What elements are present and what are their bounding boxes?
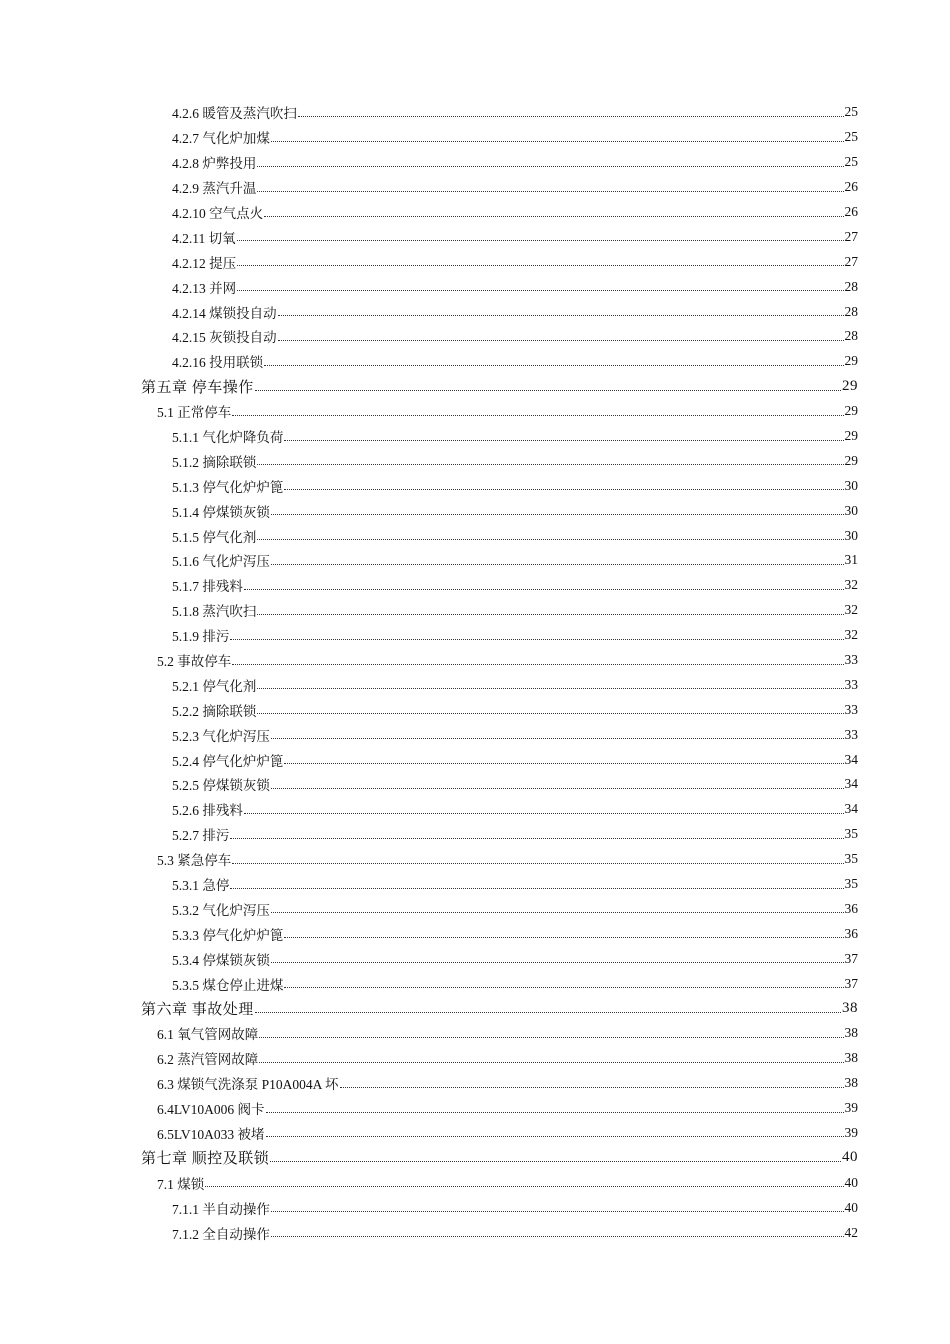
toc-entry-page-number: 37: [844, 950, 858, 966]
dot-leader: [271, 738, 844, 739]
toc-entry-page-number: 31: [844, 552, 858, 568]
toc-entry-title: 6.4LV10A006 阀卡: [157, 1102, 265, 1118]
dot-leader: [278, 315, 844, 316]
toc-entry-page-number: 42: [844, 1224, 858, 1240]
toc-entry-title: 5.1.5 停气化剂: [172, 529, 257, 545]
toc-entry-page-number: 25: [844, 129, 858, 145]
toc-entry-page-number: 29: [842, 377, 858, 394]
toc-entry[interactable]: [0, 100, 950, 125]
toc-entry[interactable]: [0, 897, 950, 922]
toc-entry-page-number: 27: [844, 228, 858, 244]
dot-leader: [257, 539, 843, 540]
toc-entry[interactable]: [0, 573, 950, 598]
dot-leader: [271, 1211, 844, 1212]
toc-entry-page-number: 38: [844, 1075, 858, 1091]
toc-entry-page-number: 40: [842, 1149, 858, 1166]
dot-leader: [244, 813, 844, 814]
toc-entry[interactable]: [0, 349, 950, 374]
dot-leader: [264, 365, 843, 366]
dot-leader: [255, 390, 841, 391]
dot-leader: [340, 1087, 844, 1088]
toc-entry-page-number: 32: [844, 577, 858, 593]
toc-entry-page-number: 32: [844, 627, 858, 643]
toc-entry[interactable]: [0, 1096, 950, 1121]
toc-entry-page-number: 40: [844, 1174, 858, 1190]
toc-entry-page-number: 33: [844, 652, 858, 668]
toc-entry-title: 5.1.7 排残料: [172, 579, 243, 595]
toc-entry-title: 4.2.14 煤锁投自动: [172, 305, 277, 321]
dot-leader: [264, 216, 843, 217]
toc-entry-page-number: 28: [844, 328, 858, 344]
toc-entry[interactable]: [0, 1021, 950, 1046]
dot-leader: [271, 962, 844, 963]
toc-entry-title: 5.3.2 气化炉泻压: [172, 902, 270, 918]
toc-entry[interactable]: [0, 224, 950, 249]
dot-leader: [205, 1186, 843, 1187]
toc-entry-page-number: 29: [844, 452, 858, 468]
toc-entry-title: 5.1 正常停车: [157, 405, 232, 421]
dot-leader: [237, 265, 843, 266]
toc-entry-page-number: 38: [844, 1050, 858, 1066]
dot-leader: [278, 340, 844, 341]
toc-entry-page-number: 36: [844, 900, 858, 916]
dot-leader: [244, 589, 844, 590]
toc-entry[interactable]: [0, 623, 950, 648]
dot-leader: [271, 1236, 844, 1237]
toc-entry[interactable]: [0, 274, 950, 299]
toc-entry-title: 4.2.10 空气点火: [172, 206, 264, 221]
toc-entry-title: 第五章 停车操作: [141, 379, 254, 396]
toc-entry-title: 5.3.4 停煤锁灰锁: [172, 952, 270, 968]
toc-entry[interactable]: [0, 1145, 950, 1170]
dot-leader: [237, 290, 843, 291]
toc-entry[interactable]: [0, 498, 950, 523]
toc-entry-title: 4.2.11 切氧: [172, 230, 236, 246]
toc-entry-title: 第七章 顺控及联锁: [141, 1151, 270, 1168]
toc-entry-title: 4.2.9 蒸汽升温: [172, 181, 257, 197]
toc-entry-title: 4.2.16 投用联锁: [172, 355, 264, 371]
toc-entry-title: 4.2.8 炉弊投用: [172, 156, 257, 172]
toc-entry[interactable]: [0, 150, 950, 175]
toc-entry-page-number: 29: [844, 403, 858, 419]
toc-entry-title: 7.1.1 半自动操作: [172, 1201, 270, 1217]
dot-leader: [271, 514, 844, 515]
toc-entry-title: 5.2.1 停气化剂: [172, 678, 257, 694]
toc-entry-page-number: 29: [844, 353, 858, 369]
toc-entry-page-number: 33: [844, 676, 858, 692]
toc-entry[interactable]: [0, 1195, 950, 1220]
toc-entry-title: 5.1.6 气化炉泻压: [172, 554, 270, 570]
toc-entry[interactable]: [0, 1170, 950, 1195]
toc-entry[interactable]: [0, 374, 950, 399]
toc-entry[interactable]: [0, 200, 950, 225]
dot-leader: [232, 863, 843, 864]
toc-entry-title: 5.1.2 摘除联锁: [172, 454, 257, 470]
toc-entry[interactable]: [0, 399, 950, 424]
toc-entry-page-number: 33: [844, 726, 858, 742]
toc-entry-title: 5.2 事故停车: [157, 654, 232, 670]
dot-leader: [259, 1062, 843, 1063]
toc-entry-title: 5.1.1 气化炉降负荷: [172, 430, 284, 446]
toc-entry-title: 5.1.3 停气化炉炉篦: [172, 479, 284, 495]
toc-entry[interactable]: [0, 448, 950, 473]
toc-entry-page-number: 33: [844, 701, 858, 717]
toc-entry-page-number: 26: [844, 204, 858, 219]
dot-leader: [284, 763, 843, 764]
dot-leader: [230, 838, 843, 839]
toc-entry-title: 5.2.3 气化炉泻压: [172, 728, 270, 744]
toc-entry-title: 4.2.7 气化炉加煤: [172, 131, 270, 147]
toc-entry[interactable]: [0, 722, 950, 747]
toc-entry-title: 6.5LV10A033 被堵: [157, 1126, 265, 1142]
toc-entry[interactable]: [0, 946, 950, 971]
dot-leader: [257, 166, 843, 167]
toc-entry-title: 5.2.4 停气化炉炉篦: [172, 753, 284, 769]
toc-entry-title: 6.1 氧气管网故障: [157, 1027, 259, 1043]
toc-entry[interactable]: [0, 125, 950, 150]
toc-entry[interactable]: [0, 523, 950, 548]
toc-entry-title: 6.3 煤锁气洗涤泵 P10A004A 坏: [157, 1077, 339, 1093]
toc-entry[interactable]: [0, 747, 950, 772]
dot-leader: [257, 464, 843, 465]
toc-entry[interactable]: [0, 648, 950, 673]
dot-leader: [257, 688, 843, 689]
toc-entry[interactable]: [0, 847, 950, 872]
dot-leader: [284, 987, 843, 988]
toc-entry-title: 4.2.6 暖管及蒸汽吹扫: [172, 106, 297, 122]
dot-leader: [230, 639, 843, 640]
toc-entry[interactable]: [0, 996, 950, 1021]
toc-entry-title: 7.1 煤锁: [157, 1176, 205, 1192]
toc-entry[interactable]: [0, 971, 950, 996]
dot-leader: [259, 1037, 843, 1038]
toc-entry[interactable]: [0, 1121, 950, 1146]
toc-entry-title: 第六章 事故处理: [141, 1002, 254, 1018]
toc-entry-title: 6.2 蒸汽管网故障: [157, 1052, 259, 1068]
dot-leader: [284, 440, 843, 441]
toc-entry[interactable]: [0, 1046, 950, 1071]
toc-entry-page-number: 35: [844, 826, 858, 842]
dot-leader: [284, 489, 843, 490]
toc-entry-page-number: 30: [844, 502, 858, 518]
toc-entry-page-number: 39: [844, 1100, 858, 1116]
toc-entry[interactable]: [0, 424, 950, 449]
dot-leader: [230, 888, 843, 889]
dot-leader: [237, 240, 844, 241]
toc-entry[interactable]: [0, 1220, 950, 1245]
toc-entry-title: 5.3 紧急停车: [157, 853, 232, 869]
toc-entry-title: 7.1.2 全自动操作: [172, 1226, 270, 1242]
toc-entry-title: 5.1.4 停煤锁灰锁: [172, 504, 270, 520]
table-of-contents: [0, 100, 950, 1245]
toc-entry-page-number: 25: [844, 104, 858, 120]
toc-entry-title: 4.2.12 提压: [172, 255, 237, 271]
toc-entry-page-number: 39: [844, 1124, 858, 1140]
toc-entry-page-number: 35: [844, 876, 858, 892]
toc-entry[interactable]: [0, 175, 950, 200]
toc-entry-title: 4.2.15 灰锁投自动: [172, 330, 277, 346]
toc-entry-title: 5.1.8 蒸汽吹扫: [172, 604, 257, 620]
dot-leader: [298, 116, 844, 117]
dot-leader: [255, 1012, 841, 1013]
dot-leader: [271, 912, 844, 913]
toc-entry-page-number: 29: [844, 428, 858, 444]
toc-entry-page-number: 27: [844, 253, 858, 269]
toc-entry-page-number: 38: [842, 1000, 858, 1016]
toc-entry-title: 5.1.9 排污: [172, 629, 230, 645]
toc-entry[interactable]: [0, 872, 950, 897]
toc-entry[interactable]: [0, 299, 950, 324]
toc-entry[interactable]: [0, 473, 950, 498]
toc-entry-page-number: 25: [844, 154, 858, 170]
toc-entry[interactable]: [0, 672, 950, 697]
toc-entry-title: 5.3.5 煤仓停止进煤: [172, 977, 284, 993]
toc-entry-page-number: 35: [844, 851, 858, 867]
toc-entry-title: 5.3.1 急停: [172, 878, 230, 894]
dot-leader: [266, 1136, 844, 1137]
dot-leader: [266, 1112, 844, 1113]
toc-entry[interactable]: [0, 921, 950, 946]
toc-entry-page-number: 34: [844, 751, 858, 767]
dot-leader: [257, 191, 843, 192]
toc-entry[interactable]: [0, 324, 950, 349]
dot-leader: [284, 937, 843, 938]
toc-entry-page-number: 36: [844, 925, 858, 941]
dot-leader: [257, 614, 843, 615]
toc-entry[interactable]: [0, 697, 950, 722]
toc-entry-title: 4.2.13 并网: [172, 280, 237, 296]
toc-entry-page-number: 34: [844, 801, 858, 817]
toc-entry-title: 5.2.5 停煤锁灰锁: [172, 778, 270, 794]
dot-leader: [257, 713, 843, 714]
toc-entry[interactable]: [0, 598, 950, 623]
toc-entry[interactable]: [0, 249, 950, 274]
dot-leader: [232, 664, 843, 665]
toc-entry-page-number: 38: [844, 1025, 858, 1041]
toc-entry-title: 5.3.3 停气化炉炉篦: [172, 927, 284, 943]
toc-entry-title: 5.2.6 排残料: [172, 803, 243, 819]
toc-entry-page-number: 28: [844, 303, 858, 319]
toc-entry-page-number: 32: [844, 602, 858, 618]
toc-entry-title: 5.2.2 摘除联锁: [172, 703, 257, 719]
toc-entry[interactable]: [0, 548, 950, 573]
toc-entry[interactable]: [0, 772, 950, 797]
toc-entry-page-number: 37: [844, 975, 858, 991]
dot-leader: [271, 141, 844, 142]
toc-entry-page-number: 40: [844, 1199, 858, 1215]
dot-leader: [270, 1161, 841, 1162]
dot-leader: [271, 564, 844, 565]
toc-entry-page-number: 28: [844, 278, 858, 294]
toc-entry-title: 5.2.7 排污: [172, 828, 230, 844]
toc-entry-page-number: 34: [844, 776, 858, 792]
toc-entry-page-number: 26: [844, 179, 858, 195]
toc-entry-page-number: 30: [844, 477, 858, 493]
toc-entry[interactable]: [0, 797, 950, 822]
dot-leader: [271, 788, 844, 789]
dot-leader: [232, 415, 843, 416]
toc-entry-page-number: 30: [844, 527, 858, 543]
toc-entry[interactable]: [0, 822, 950, 847]
toc-entry[interactable]: [0, 1071, 950, 1096]
